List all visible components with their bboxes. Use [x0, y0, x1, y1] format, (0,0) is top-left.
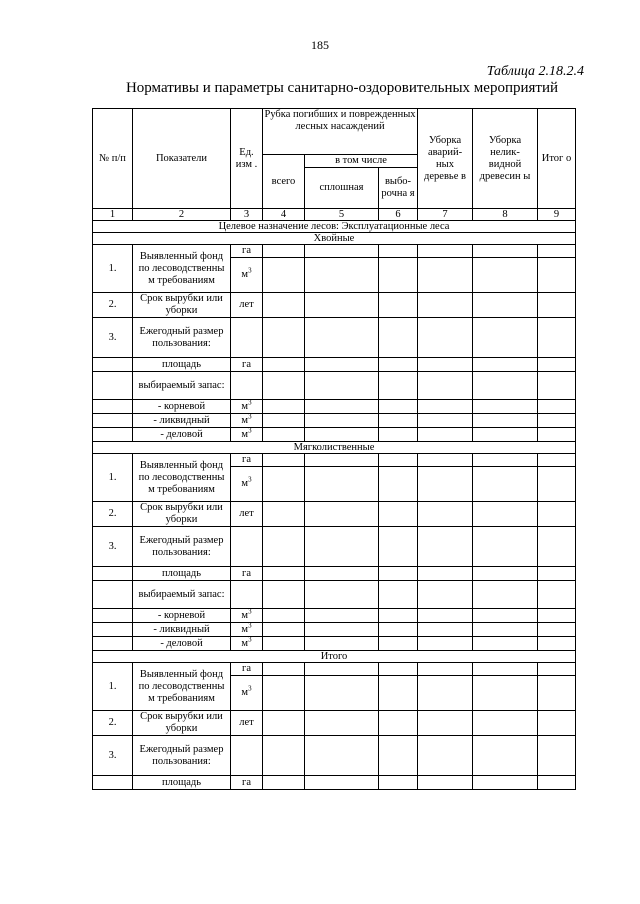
data-cell [538, 527, 576, 567]
data-cell [305, 637, 379, 651]
data-cell [418, 623, 473, 637]
unit-cell [231, 527, 263, 567]
norms-table [92, 108, 576, 790]
row-number: 3. [93, 527, 133, 567]
row-number: 1. [93, 454, 133, 502]
table-title: Нормативы и параметры санитарно-оздоровительных мероприятий [125, 80, 559, 96]
table-row [93, 609, 576, 623]
table-row [93, 442, 576, 454]
data-cell [538, 663, 576, 676]
data-cell [263, 428, 305, 442]
column-number: 3 [231, 209, 263, 221]
indicator-stock: выбираемый запас: [133, 581, 231, 609]
unit-m3-exp: 3 [248, 636, 252, 643]
data-cell [263, 293, 305, 318]
row-number [93, 414, 133, 428]
data-cell [263, 711, 305, 736]
data-cell [379, 245, 418, 258]
data-cell [538, 318, 576, 358]
unit-cell: га [231, 663, 263, 676]
data-cell [263, 736, 305, 776]
data-cell [379, 318, 418, 358]
data-cell [263, 454, 305, 467]
data-cell [263, 258, 305, 293]
row-number: 2. [93, 711, 133, 736]
data-cell [473, 400, 538, 414]
data-cell [473, 527, 538, 567]
data-cell [418, 293, 473, 318]
indicator-term: Срок вырубки или уборки [133, 502, 231, 527]
data-cell [305, 502, 379, 527]
indicator-business: - деловой [133, 428, 231, 442]
data-cell [538, 609, 576, 623]
data-cell [538, 358, 576, 372]
table-row [93, 651, 576, 663]
table-row [93, 776, 576, 790]
data-cell [379, 663, 418, 676]
data-cell [418, 318, 473, 358]
unit-m3-exp: 3 [248, 413, 252, 420]
unit-cell [231, 414, 263, 428]
unit-cell: га [231, 358, 263, 372]
row-number: 1. [93, 245, 133, 293]
indicator-fund: Выявленный фонд по лесоводственны м требованиям [133, 245, 231, 293]
unit-cell [231, 318, 263, 358]
data-cell [305, 676, 379, 711]
row-number [93, 567, 133, 581]
data-cell [538, 414, 576, 428]
data-cell [263, 467, 305, 502]
unit-cell [231, 428, 263, 442]
indicator-area: площадь [133, 358, 231, 372]
data-cell [263, 358, 305, 372]
row-number [93, 581, 133, 609]
data-cell [379, 293, 418, 318]
data-cell [418, 467, 473, 502]
indicator-liquid: - ликвидный [133, 623, 231, 637]
unit-cell: лет [231, 711, 263, 736]
data-cell [305, 567, 379, 581]
data-cell [538, 711, 576, 736]
data-cell [263, 414, 305, 428]
data-cell [305, 609, 379, 623]
data-cell [379, 454, 418, 467]
data-cell [538, 293, 576, 318]
data-cell [538, 372, 576, 400]
row-number: 3. [93, 318, 133, 358]
table-row [93, 233, 576, 245]
data-cell [263, 318, 305, 358]
unit-m3: м [241, 478, 249, 489]
data-cell [418, 502, 473, 527]
data-cell [538, 776, 576, 790]
data-cell [418, 736, 473, 776]
data-cell [538, 400, 576, 414]
data-cell [379, 428, 418, 442]
data-cell [263, 609, 305, 623]
table-row [93, 736, 576, 776]
row-number [93, 637, 133, 651]
data-cell [538, 502, 576, 527]
unit-cell: га [231, 245, 263, 258]
data-cell [418, 358, 473, 372]
indicator-area: площадь [133, 776, 231, 790]
data-cell [263, 372, 305, 400]
data-cell [379, 414, 418, 428]
column-number: 8 [473, 209, 538, 221]
data-cell [418, 414, 473, 428]
data-cell [263, 245, 305, 258]
indicator-area: площадь [133, 567, 231, 581]
data-cell [473, 414, 538, 428]
section-header: Итого [93, 651, 576, 663]
data-cell [473, 663, 538, 676]
unit-cell: лет [231, 293, 263, 318]
data-cell [418, 637, 473, 651]
header-unit: Ед. изм . [231, 109, 263, 209]
unit-cell [231, 258, 263, 293]
table-row [93, 502, 576, 527]
indicator-term: Срок вырубки или уборки [133, 293, 231, 318]
data-cell [473, 358, 538, 372]
unit-cell [231, 736, 263, 776]
header-illiquid: Уборка нелик-видной древесин ы [473, 109, 538, 209]
data-cell [538, 258, 576, 293]
data-cell [305, 581, 379, 609]
unit-cell [231, 676, 263, 711]
data-cell [418, 428, 473, 442]
data-cell [473, 637, 538, 651]
indicator-fund: Выявленный фонд по лесоводственны м требованиям [133, 663, 231, 711]
indicator-root: - корневой [133, 400, 231, 414]
data-cell [305, 258, 379, 293]
data-cell [305, 245, 379, 258]
header-itogo: Итог о [538, 109, 576, 209]
table-caption: Таблица 2.18.2.4 [486, 64, 584, 79]
unit-m3-exp: 3 [248, 622, 252, 629]
unit-cell: га [231, 776, 263, 790]
unit-m3-exp: 3 [248, 266, 252, 275]
section-header: Хвойные [93, 233, 576, 245]
unit-cell [231, 467, 263, 502]
data-cell [418, 663, 473, 676]
data-cell [305, 293, 379, 318]
table-row [93, 663, 576, 676]
purpose-row: Целевое назначение лесов: Эксплуатационные леса [93, 221, 576, 233]
header-felling-group: Рубка погибших и поврежденных лесных насаждений [263, 109, 418, 155]
data-cell [379, 736, 418, 776]
row-number [93, 609, 133, 623]
table-row [93, 454, 576, 467]
data-cell [473, 454, 538, 467]
unit-cell: га [231, 567, 263, 581]
row-number: 2. [93, 293, 133, 318]
data-cell [305, 776, 379, 790]
data-cell [263, 581, 305, 609]
unit-m3: м [241, 269, 249, 280]
data-cell [473, 428, 538, 442]
data-cell [418, 776, 473, 790]
data-cell [473, 736, 538, 776]
data-cell [538, 623, 576, 637]
data-cell [305, 372, 379, 400]
data-cell [305, 736, 379, 776]
data-cell [379, 467, 418, 502]
indicator-liquid: - ликвидный [133, 414, 231, 428]
table-row [93, 428, 576, 442]
header-including: в том числе [305, 155, 418, 168]
data-cell [305, 623, 379, 637]
table-row [93, 711, 576, 736]
data-cell [379, 372, 418, 400]
table-row [93, 293, 576, 318]
row-number [93, 428, 133, 442]
data-cell [379, 776, 418, 790]
data-cell [538, 245, 576, 258]
unit-m3: м [241, 400, 249, 412]
data-cell [418, 245, 473, 258]
data-cell [263, 637, 305, 651]
table-row [93, 372, 576, 400]
table-row [93, 414, 576, 428]
data-cell [263, 567, 305, 581]
indicator-annual: Ежегодный размер пользования: [133, 318, 231, 358]
data-cell [379, 609, 418, 623]
data-cell [418, 711, 473, 736]
row-number: 2. [93, 502, 133, 527]
table-row [93, 245, 576, 258]
header-num: № п/п [93, 109, 133, 209]
table-row [93, 581, 576, 609]
indicator-fund: Выявленный фонд по лесоводственны м требованиям [133, 454, 231, 502]
data-cell [418, 676, 473, 711]
indicator-annual: Ежегодный размер пользования: [133, 527, 231, 567]
header-emergency: Уборка аварий-ных деревье в [418, 109, 473, 209]
data-cell [305, 400, 379, 414]
row-number: 1. [93, 663, 133, 711]
row-number [93, 400, 133, 414]
table-row [93, 358, 576, 372]
table-row [93, 527, 576, 567]
data-cell [538, 676, 576, 711]
data-cell [305, 358, 379, 372]
data-cell [305, 527, 379, 567]
header-clear: сплошная [305, 168, 379, 209]
data-cell [473, 711, 538, 736]
indicator-term: Срок вырубки или уборки [133, 711, 231, 736]
data-cell [418, 400, 473, 414]
data-cell [379, 258, 418, 293]
unit-m3: м [241, 428, 249, 440]
row-number [93, 372, 133, 400]
data-cell [418, 527, 473, 567]
data-cell [538, 736, 576, 776]
indicator-stock: выбираемый запас: [133, 372, 231, 400]
data-cell [418, 372, 473, 400]
data-cell [473, 293, 538, 318]
data-cell [263, 623, 305, 637]
header-total: всего [263, 155, 305, 209]
indicator-annual: Ежегодный размер пользования: [133, 736, 231, 776]
data-cell [379, 623, 418, 637]
unit-m3: м [241, 609, 249, 621]
data-cell [379, 711, 418, 736]
table-row [93, 400, 576, 414]
data-cell [263, 400, 305, 414]
data-cell [305, 454, 379, 467]
table-row [93, 318, 576, 358]
unit-cell [231, 372, 263, 400]
data-cell [418, 258, 473, 293]
unit-cell [231, 623, 263, 637]
data-cell [379, 527, 418, 567]
data-cell [473, 318, 538, 358]
unit-m3: м [241, 637, 249, 649]
data-cell [473, 372, 538, 400]
column-number: 2 [133, 209, 231, 221]
data-cell [538, 637, 576, 651]
table-row [93, 623, 576, 637]
unit-cell [231, 400, 263, 414]
indicator-root: - корневой [133, 609, 231, 623]
column-number: 4 [263, 209, 305, 221]
row-number [93, 358, 133, 372]
unit-m3-exp: 3 [248, 475, 252, 484]
page-number: 185 [311, 38, 329, 52]
data-cell [305, 318, 379, 358]
data-cell [305, 428, 379, 442]
data-cell [305, 467, 379, 502]
header-selective: выбо-рочна я [379, 168, 418, 209]
column-number: 5 [305, 209, 379, 221]
data-cell [263, 663, 305, 676]
data-cell [305, 711, 379, 736]
data-cell [263, 527, 305, 567]
data-cell [473, 258, 538, 293]
data-cell [379, 358, 418, 372]
unit-cell: лет [231, 502, 263, 527]
data-cell [263, 676, 305, 711]
table-row [93, 637, 576, 651]
data-cell [538, 467, 576, 502]
unit-cell [231, 581, 263, 609]
data-cell [473, 609, 538, 623]
data-cell [379, 567, 418, 581]
data-cell [473, 502, 538, 527]
data-cell [418, 581, 473, 609]
column-number: 9 [538, 209, 576, 221]
row-number [93, 623, 133, 637]
unit-cell: га [231, 454, 263, 467]
unit-m3-exp: 3 [248, 608, 252, 615]
data-cell [263, 502, 305, 527]
unit-m3: м [241, 687, 249, 698]
data-cell [418, 454, 473, 467]
data-cell [473, 623, 538, 637]
data-cell [418, 567, 473, 581]
data-cell [538, 428, 576, 442]
section-header: Мягколиственные [93, 442, 576, 454]
data-cell [305, 414, 379, 428]
unit-m3-exp: 3 [248, 399, 252, 406]
column-number: 7 [418, 209, 473, 221]
data-cell [473, 467, 538, 502]
data-cell [473, 676, 538, 711]
data-cell [538, 454, 576, 467]
unit-m3: м [241, 623, 249, 635]
column-number: 1 [93, 209, 133, 221]
data-cell [418, 609, 473, 623]
data-cell [473, 581, 538, 609]
header-indicator: Показатели [133, 109, 231, 209]
data-cell [379, 637, 418, 651]
unit-m3: м [241, 414, 249, 426]
unit-cell [231, 609, 263, 623]
column-number: 6 [379, 209, 418, 221]
data-cell [305, 663, 379, 676]
row-number: 3. [93, 736, 133, 776]
data-cell [473, 245, 538, 258]
data-cell [473, 776, 538, 790]
data-cell [538, 567, 576, 581]
unit-m3-exp: 3 [248, 684, 252, 693]
data-cell [379, 581, 418, 609]
row-number [93, 776, 133, 790]
data-cell [538, 581, 576, 609]
data-cell [379, 676, 418, 711]
table-row [93, 567, 576, 581]
unit-m3-exp: 3 [248, 427, 252, 434]
data-cell [263, 776, 305, 790]
unit-cell [231, 637, 263, 651]
data-cell [379, 502, 418, 527]
data-cell [379, 400, 418, 414]
data-cell [473, 567, 538, 581]
indicator-business: - деловой [133, 637, 231, 651]
